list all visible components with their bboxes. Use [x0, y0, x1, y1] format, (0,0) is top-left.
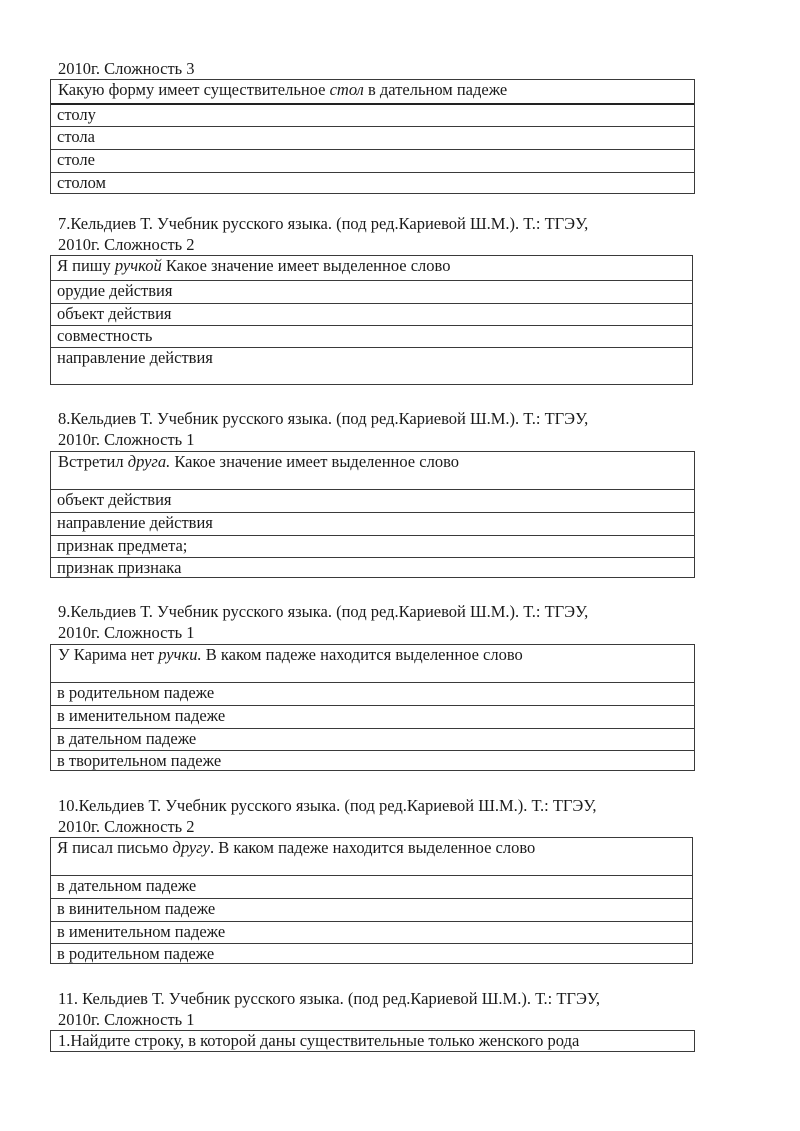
q8-highlighted-word: друга. — [127, 452, 171, 471]
q9-option-1: в родительном падеже — [51, 682, 694, 705]
q6-highlighted-word: стол — [329, 80, 364, 99]
q9-reference-line2: 2010г. Сложность 1 — [58, 623, 195, 642]
q9-option-3: в дательном падеже — [51, 728, 694, 750]
q11-reference-line2: 2010г. Сложность 1 — [58, 1010, 195, 1029]
q10-option-4: в родительном падеже — [51, 943, 692, 965]
q6-question-text: Какую форму имеет существительное — [58, 80, 330, 99]
q8-option-3: признак предмета; — [51, 535, 694, 557]
q7-option-4: направление действия — [51, 347, 692, 386]
q6-option-4: столом — [51, 172, 694, 195]
q7-highlighted-word: ручкой — [114, 256, 162, 275]
q6-question-table — [50, 79, 695, 194]
q8-question-table — [50, 451, 695, 578]
q10-reference-line2: 2010г. Сложность 2 — [58, 817, 195, 836]
q10-option-3: в именительном падеже — [51, 921, 692, 943]
q10-reference-line1: 10.Кельдиев Т. Учебник русского языка. (под ред.Кариевой Ш.М.). Т.: ТГЭУ, — [58, 796, 597, 815]
q7-reference-line1: 7.Кельдиев Т. Учебник русского языка. (под ред.Кариевой Ш.М.). Т.: ТГЭУ, — [58, 214, 589, 233]
q8-question-row — [51, 452, 694, 489]
q10-option-2: в винительном падеже — [51, 898, 692, 921]
q8-question-text: Встретил — [58, 452, 128, 471]
q7-question-row — [51, 256, 692, 280]
q6-option-1: столу — [51, 103, 694, 126]
q6-option-3: столе — [51, 149, 694, 172]
q8-reference-line1: 8.Кельдиев Т. Учебник русского языка. (под ред.Кариевой Ш.М.). Т.: ТГЭУ, — [58, 409, 589, 428]
q6-reference-line2: 2010г. Сложность 3 — [58, 59, 195, 78]
q9-option-2: в именительном падеже — [51, 705, 694, 728]
q6-option-2: стола — [51, 126, 694, 149]
q8-reference-line2: 2010г. Сложность 1 — [58, 430, 195, 449]
q8-option-2: направление действия — [51, 512, 694, 535]
q8-option-1: объект действия — [51, 489, 694, 512]
q7-question-table — [50, 255, 693, 385]
q7-reference-line2: 2010г. Сложность 2 — [58, 235, 195, 254]
q9-question-row — [51, 645, 694, 682]
q10-question-text-end: . В каком падеже находится выделенное слово — [209, 838, 536, 857]
q10-question-table — [50, 837, 693, 964]
q11-reference-line1: 11. Кельдиев Т. Учебник русского языка. (под ред.Кариевой Ш.М.). Т.: ТГЭУ, — [58, 989, 600, 1008]
q7-question-text-end: Какое значение имеет выделенное слово — [161, 256, 451, 275]
q11-question-row: 1.Найдите строку, в которой даны существительные только женского рода — [58, 1031, 580, 1050]
q7-question-text: Я пишу — [57, 256, 115, 275]
q6-question-row — [51, 80, 694, 103]
q8-question-text-end: Какое значение имеет выделенное слово — [170, 452, 459, 471]
q9-question-text-end: В каком падеже находится выделенное слово — [201, 645, 523, 664]
q9-reference-line1: 9.Кельдиев Т. Учебник русского языка. (под ред.Кариевой Ш.М.). Т.: ТГЭУ, — [58, 602, 589, 621]
q7-option-3: совместность — [51, 325, 692, 347]
q7-option-1: орудие действия — [51, 280, 692, 303]
q9-option-4: в творительном падеже — [51, 750, 694, 772]
q10-question-text: Я писал письмо — [57, 838, 173, 857]
q10-option-1: в дательном падеже — [51, 875, 692, 898]
q8-option-4: признак признака — [51, 557, 694, 579]
q11-question-table — [50, 1030, 695, 1052]
q9-highlighted-word: ручки. — [158, 645, 202, 664]
q9-question-text: У Карима нет — [58, 645, 159, 664]
q10-highlighted-word: другу — [172, 838, 210, 857]
q10-question-row — [51, 838, 692, 875]
q7-option-2: объект действия — [51, 303, 692, 325]
q9-question-table — [50, 644, 695, 771]
q6-question-text-end: в дательном падеже — [363, 80, 508, 99]
